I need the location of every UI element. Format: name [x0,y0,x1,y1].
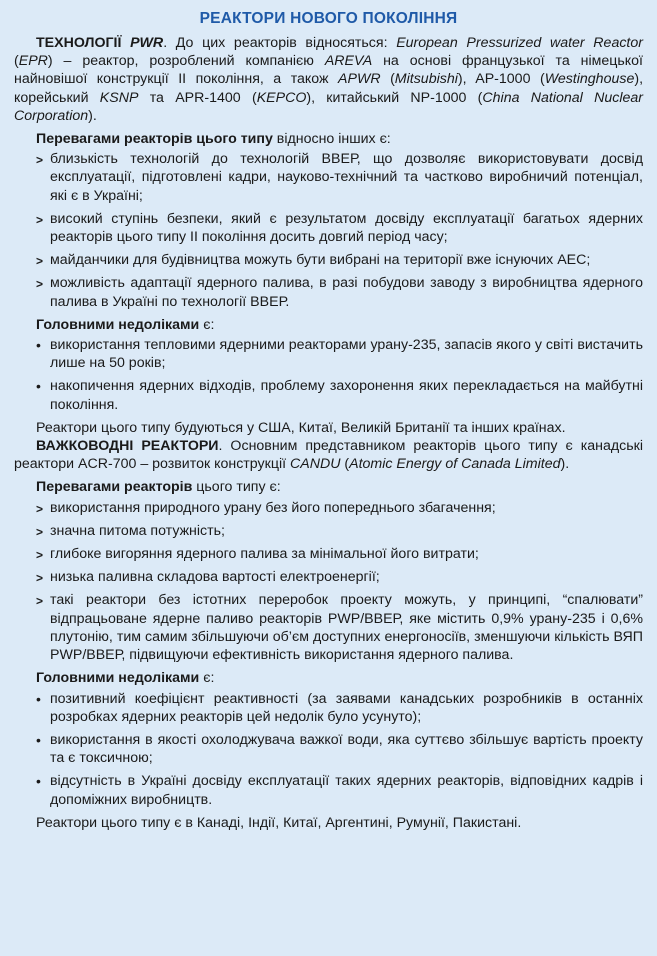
chevron-right-icon: > [36,594,44,609]
list-item: • використання в якості охолоджувача важкої води, яка суттєво збільшує вартість проекту та є токсичною; [36,731,643,767]
bullet-dot-icon: • [36,731,41,748]
list-item: > такі реактори без істотних переробок проекту можуть, у принципі, “спалювати” відпрацьоване ядерне паливо реакторів PWP/ВВЕР, яке містить 0,9% урану-235 і 0,6% плутонію, тим самим збільшуючи об’єм доступних енергоносіїв, зменшуючи кількість ВЯП PWP/ВВЕР, підвищуючи ефективність використання ядерного палива. [36,592,643,664]
list-item: • накопичення ядерних відходів, проблему захоронення яких перекладається на майбутні покоління. [36,378,643,413]
chevron-right-icon: > [36,277,44,292]
pwr-countries: Реактори цього типу будуються у США, Китаї, Великій Британії та інших країнах. [36,419,566,436]
page-title: РЕАКТОРИ НОВОГО ПОКОЛІННЯ [199,10,458,27]
list-item: > можливість адаптації ядерного палива, в разі побудови заводу з виробництва ядерного палива в Україні по технології ВВЕР. [36,275,643,310]
list-item: > близькість технологій до технологій ВВЕР, що дозволяє використовувати досвід експлуатації, підготовлені кадри, науково-технічний та частково виробничий потенціал, які є в Україні; [36,151,643,204]
hw-disadvantages-list [36,690,643,809]
list-item: > глибоке вигоряння ядерного палива за мінімальної його витрати; [36,545,643,563]
chevron-right-icon: > [36,254,44,269]
bullet-dot-icon: • [36,690,41,707]
list-item: > значна питома потужність; [36,522,643,540]
pwr-intro: ТЕХНОЛОГІЇ PWR. До цих реакторів відносяться: European Pressurized water Reactor (EPR) – реактор, розроблений компанією AREVA на основі французької та німецької найновішої конструкції ІІ покоління, а також APWR (Mitsubishi), AP-1000 (Westinghouse), корейський KSNP та APR-1400 (KEPCO), китайський NP-1000 (China National Nuclear Corporation). [14,35,644,124]
chevron-right-icon: > [36,501,44,516]
bullet-dot-icon: • [36,378,41,395]
chevron-right-icon: > [36,524,44,539]
hw-advantages-list [36,499,643,665]
chevron-right-icon: > [36,153,44,168]
chevron-right-icon: > [36,212,44,227]
hw-advantages-heading: Перевагами реакторів цього типу є: [36,479,281,496]
list-item: • позитивний коефіцієнт реактивності (за заявами канадських розробників в останніх розробках ядерних реакторів цей недолік було усунуто); [36,690,643,725]
hw-heading: ВАЖКОВОДНІ РЕАКТОРИ [36,438,219,455]
pwr-advantages-list [36,150,643,311]
list-item: • використання тепловими ядерними реакторами урану-235, запасів якого у світі вистачить лише на 50 років; [36,337,643,372]
list-item: > високий ступінь безпеки, який є результатом досвіду експлуатації багатьох ядерних реакторів цього типу ІІ покоління досить довгий період часу; [36,210,643,246]
bullet-dot-icon: • [36,773,41,790]
pwr-disadvantages-list [36,336,643,414]
list-item: > майданчики для будівництва можуть бути вибрані на території вже існуючих АЕС; [36,251,643,269]
pwr-disadvantages-heading: Головними недоліками є: [36,316,215,333]
hw-disadvantages-heading: Головними недоліками є: [36,670,215,687]
chevron-right-icon: > [36,571,44,586]
chevron-right-icon: > [36,548,44,563]
hw-countries: Реактори цього типу є в Канаді, Індії, Китаї, Аргентині, Румунії, Пакистані. [36,814,522,831]
pwr-heading: ТЕХНОЛОГІЇ PWR [36,35,164,51]
pwr-advantages-heading: Перевагами реакторів цього типу відносно інших є: [36,131,391,148]
bullet-dot-icon: • [36,337,41,354]
hw-intro: ВАЖКОВОДНІ РЕАКТОРИ. Основним представником реакторів цього типу є канадські реактори ACR-700 – розвиток конструкції CANDU (Atomic Energy of Canada Limited). [14,438,643,473]
list-item: • відсутність в Україні досвіду експлуатації таких ядерних реакторів, відповідних кадрів і допоміжних виробництв. [36,773,643,808]
list-item: > низька паливна складова вартості електроенергії; [36,568,643,586]
list-item: > використання природного урану без його попереднього збагачення; [36,499,643,517]
